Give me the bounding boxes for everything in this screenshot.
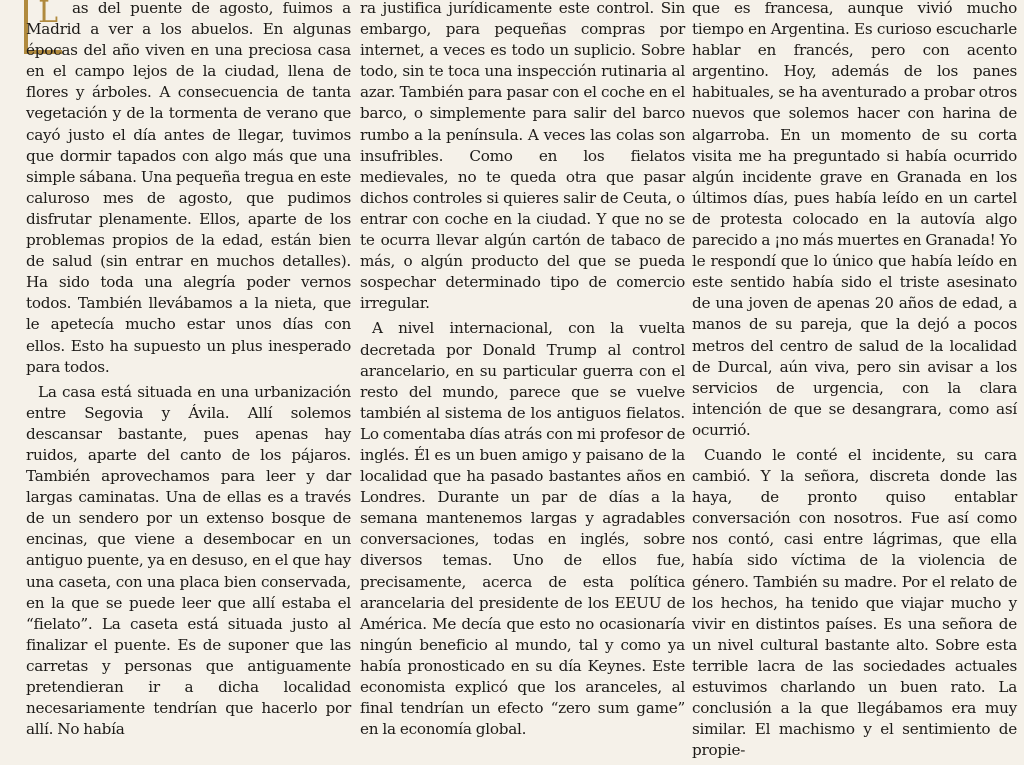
paragraph: as del puente de agosto, fuimos a Madrid a ver a los abuelos. En algunas épocas del año viven en una preciosa casa en el campo lejos de la ciudad, llena de flores y árboles. A consecuencia de tanta vegetación y de la tormenta de verano que cayó justo el día antes de llegar, tuvimos que dormir tapados con algo más que una simple sábana. Una pequeña tregua en este caluroso mes de agosto, que pudimos disfrutar plenamente. Ellos, aparte de los problemas propios de la edad, están bien de salud (sin entrar en muchos detalles). Ha sido toda una alegría poder vernos todos. También llevábamos a la nieta, que le apetecía mucho estar unos días con ellos. Esto ha supuesto un plus inesperado para todos. bbox=[26, 0, 351, 376]
article-column-2 bbox=[360, 0, 685, 744]
paragraph: A nivel internacional, con la vuelta decretada por Donald Trump al control arancelario, en su particular guerra con el resto del mundo, parece que se vuelve también al sistema de los antiguos fielatos. Lo comentaba días atrás con mi profesor de inglés. Él es un buen amigo y paisano de la localidad que ha pasado bastantes años en Londres. Durante un par de días a la semana mantenemos largas y agradables conversaciones, todas en inglés, sobre diversos temas. Uno de ellos fue, precisamente, acerca de esta política arancelaria del presidente de los EEUU de América. Me decía que esto no ocasionaría ningún beneficio al mundo, tal y como ya había pronosticado en su día Keynes. Este economista explicó que los aranceles, al final tendrían un efecto “zero sum game” en la economía global. bbox=[360, 319, 685, 739]
paragraph: que es francesa, aunque vivió mucho tiempo en Argentina. Es curioso escucharle hablar en francés, pero con acento argentino. Hoy, además de los panes habituales, se ha aventurado a probar otros nuevos que solemos hacer con harina de algarroba. En un momento de su corta visita me ha preguntado si había ocurrido algún incidente grave en Granada en los últimos días, pues había leído en un cartel de protesta colocado en la autovía algo parecido a ¡no más muertes en Granada! Yo le respondí que lo único que había leído en este sentido había sido el triste asesinato de una joven de apenas 20 años de edad, a manos de su pareja, que la dejó a pocos metros del centro de salud de la localidad de Durcal, aún viva, pero sin avisar a los servicios de urgencia, con la clara intención de que se desangrara, como así ocurrió. bbox=[692, 0, 1017, 439]
paragraph: Cuando le conté el incidente, su cara cambió. Y la señora, discreta donde las haya, de pronto quiso entablar conversación con nosotros. Fue así como nos contó, casi entre lágrimas, que ella había sido víctima de la violencia de género. También su madre. Por el relato de los hechos, ha tenido que viajar mucho y vivir en distintos países. Es una señora de un nivel cultural bastante alto. Sobre esta terrible lacra de las sociedades actuales estuvimos charlando un buen rato. La conclusión a la que llegábamos era muy similar. El machismo y el sentimiento de propie- bbox=[692, 445, 1017, 760]
article-column-3 bbox=[692, 0, 1017, 765]
paragraph: ra justifica jurídicamente este control. Sin embargo, para pequeñas compras por internet, a veces es todo un suplicio. Sobre todo, sin te toca una inspección rutinaria al azar. También para pasar con el coche en el barco, o simplemente para salir del barco rumbo a la península. A veces las colas son insufribles. Como en los fielatos medievales, no te queda otra que pasar dichos controles si quieres salir de Ceuta, o entrar con coche en la ciudad. Y que no se te ocurra llevar algún cartón de tabaco de más, o algún producto del que se pueda sospechar determinado tipo de comercio irregular. bbox=[360, 0, 685, 313]
paragraph: La casa está situada en una urbanización entre Segovia y Ávila. Allí solemos descansar bastante, pues apenas hay ruidos, aparte del canto de los pájaros. También aprovechamos para leer y dar largas caminatas. Una de ellas es a través de un sendero por un extenso bosque de encinas, que viene a desembocar en un antiguo puente, ya en desuso, en el que hay una caseta, con una placa bien conservada, en la que se puede leer que allí estaba el “fielato”. La caseta está situada justo al finalizar el puente. Es de suponer que las carretas y personas que antiguamente pretendieran ir a dicha localidad necesariamente tendrían que hacerlo por allí. No había bbox=[26, 382, 351, 739]
drop-cap: L bbox=[38, 0, 58, 30]
article-column-1 bbox=[26, 0, 351, 744]
